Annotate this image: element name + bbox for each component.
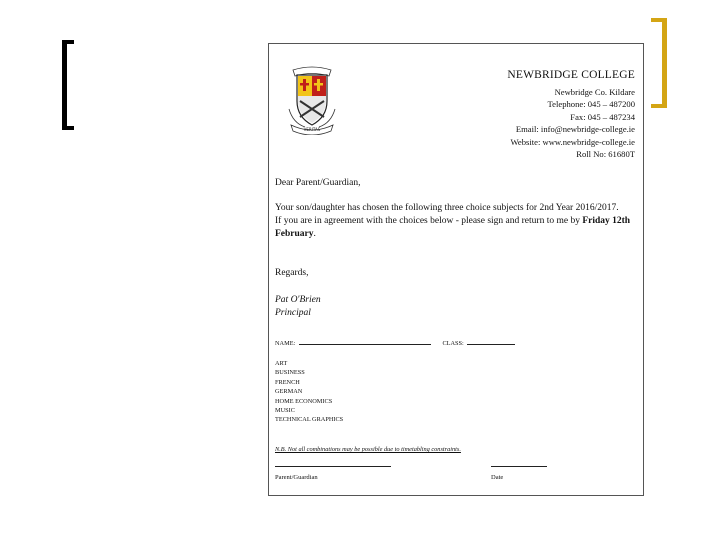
- name-class-row: [275, 340, 515, 347]
- decorative-bracket-right: [651, 18, 667, 108]
- agreement-end: .: [313, 228, 316, 239]
- agreement-text: If you are in agreement with the choices below - please sign and return to me by: [275, 215, 580, 226]
- deadline-date: Friday 12th February: [275, 215, 631, 239]
- name-label: NAME:: [275, 340, 296, 347]
- telephone-line: Telephone: 045 – 487200: [547, 99, 635, 110]
- signer-title: Principal: [275, 308, 311, 318]
- subject-item: FRENCH: [275, 378, 300, 386]
- closing: Regards,: [275, 268, 309, 278]
- decorative-bracket-left: [62, 40, 74, 130]
- address-line: Newbridge Co. Kildare: [554, 87, 635, 97]
- letter-page: [268, 43, 644, 496]
- college-crest-icon: [283, 65, 341, 135]
- timetabling-note: N.B. Not all combinations may be possible due to timetabling constraints.: [275, 446, 461, 453]
- signer-name: Pat O'Brien: [275, 295, 321, 305]
- paragraph-agreement: [275, 215, 637, 241]
- email-line: Email: info@newbridge-college.ie: [515, 124, 635, 135]
- contact-details: [510, 86, 635, 160]
- website-line: Website: www.newbridge-college.ie: [510, 136, 635, 147]
- subject-item: GERMAN: [275, 388, 303, 396]
- subject-item: HOME ECONOMICS: [275, 397, 333, 405]
- signature-block: [275, 294, 321, 320]
- subject-item: MUSIC: [275, 407, 295, 415]
- crest-motto: VERITAS: [303, 127, 321, 132]
- class-field[interactable]: [467, 344, 515, 345]
- subject-item: ART: [275, 360, 288, 367]
- name-field[interactable]: [299, 344, 431, 345]
- date-label: Date: [491, 474, 504, 481]
- subject-list: [275, 359, 343, 425]
- roll-number-line: Roll No: 61680T: [576, 149, 635, 160]
- class-label: CLASS:: [442, 340, 464, 347]
- subject-item: TECHNICAL GRAPHICS: [275, 416, 344, 424]
- parent-signature-field[interactable]: [275, 466, 391, 467]
- paragraph-choices: Your son/daughter has chosen the following three choice subjects for 2nd Year 2016/2017.: [275, 203, 619, 213]
- letter-body: [275, 202, 637, 240]
- fax-line: Fax: 045 – 487234: [570, 111, 635, 122]
- subject-item: BUSINESS: [275, 369, 305, 377]
- parent-signature-label: Parent/Guardian: [275, 474, 318, 481]
- college-name: NEWBRIDGE COLLEGE: [507, 69, 635, 81]
- salutation: Dear Parent/Guardian,: [275, 178, 361, 188]
- date-field[interactable]: [491, 466, 547, 467]
